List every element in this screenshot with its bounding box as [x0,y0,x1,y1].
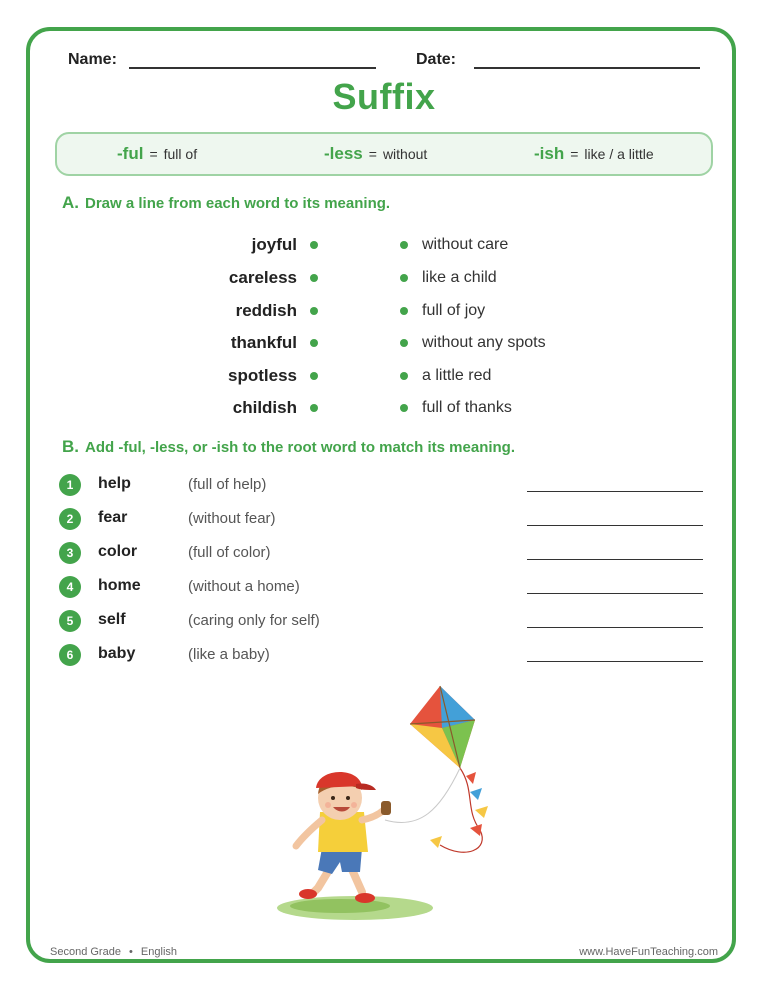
match-word: spotless [228,366,297,385]
item-number-badge: 4 [59,576,81,598]
bullet-separator: • [129,946,133,958]
kite-boy-illustration [270,680,510,930]
suffix-text: -ful [117,144,144,163]
footer-grade: Second Grade [50,946,121,958]
match-word: careless [228,268,297,287]
meaning-dot[interactable] [400,274,408,282]
meaning-dot[interactable] [400,241,408,249]
meaning-hint: (like a baby) [188,646,270,663]
name-label: Name: [68,51,117,68]
suffix-key-less: -less = without [324,144,428,163]
meaning-hint: (without fear) [188,510,276,527]
word-dot[interactable] [310,372,318,380]
section-b-letter: B. [62,437,79,456]
footer-site[interactable]: www.HaveFunTeaching.com [579,946,718,958]
match-word: childish [232,398,297,417]
match-meaning: without any spots [422,334,546,351]
match-meaning: without care [422,236,509,253]
meaning-dot[interactable] [400,339,408,347]
root-word: help [98,475,131,492]
footer-subject: English [140,946,177,958]
section-a-letter: A. [62,193,79,212]
suffix-key-ish: -ish = like / a little [534,144,654,163]
page-title: Suffix [332,76,436,117]
match-meaning: full of joy [422,302,486,319]
section-b-instruction: Add -ful, -less, or -ish to the root word to match its meaning. [85,439,516,456]
date-field[interactable] [474,67,700,69]
word-dot[interactable] [310,307,318,315]
kite-icon [385,686,488,852]
suffix-meaning: like / a little [584,146,654,162]
root-word: fear [98,509,128,526]
meaning-hint: (caring only for self) [188,612,320,629]
item-number-badge: 5 [59,610,81,632]
match-word: reddish [235,301,297,320]
item-number-badge: 6 [59,644,81,666]
answer-line[interactable] [527,491,703,492]
answer-line[interactable] [527,627,703,628]
name-field[interactable] [129,67,376,69]
item-number-badge: 1 [59,474,81,496]
suffix-meaning: without [382,146,428,162]
section-a-title [62,193,390,213]
match-word: joyful [251,235,297,254]
root-word: home [98,577,141,594]
boy-icon [296,772,391,903]
match-meaning: a little red [422,367,492,384]
suffix-text: -ish [534,144,565,163]
meaning-hint: (full of help) [188,476,267,493]
root-word: self [98,611,126,628]
item-number-badge: 2 [59,508,81,530]
word-dot[interactable] [310,404,318,412]
meaning-hint: (without a home) [188,578,300,595]
root-word: color [98,543,138,560]
meaning-dot[interactable] [400,372,408,380]
suffix-meaning: full of [163,146,198,162]
item-number-badge: 3 [59,542,81,564]
word-dot[interactable] [310,274,318,282]
answer-line[interactable] [527,661,703,662]
suffix-text: -less [324,144,363,163]
answer-line[interactable] [527,593,703,594]
match-meaning: full of thanks [422,399,512,416]
root-word: baby [98,645,136,662]
match-word: thankful [230,333,297,352]
meaning-dot[interactable] [400,307,408,315]
suffix-key-ful: -ful = full of [117,144,198,163]
match-meaning: like a child [422,269,497,286]
meaning-hint: (full of color) [188,544,271,561]
word-dot[interactable] [310,241,318,249]
date-label: Date: [416,51,457,68]
footer-grade-subject [50,946,177,958]
section-b-title [62,437,515,457]
answer-line[interactable] [527,559,703,560]
section-a-instruction: Draw a line from each word to its meaning. [85,195,391,212]
word-dot[interactable] [310,339,318,347]
answer-line[interactable] [527,525,703,526]
meaning-dot[interactable] [400,404,408,412]
